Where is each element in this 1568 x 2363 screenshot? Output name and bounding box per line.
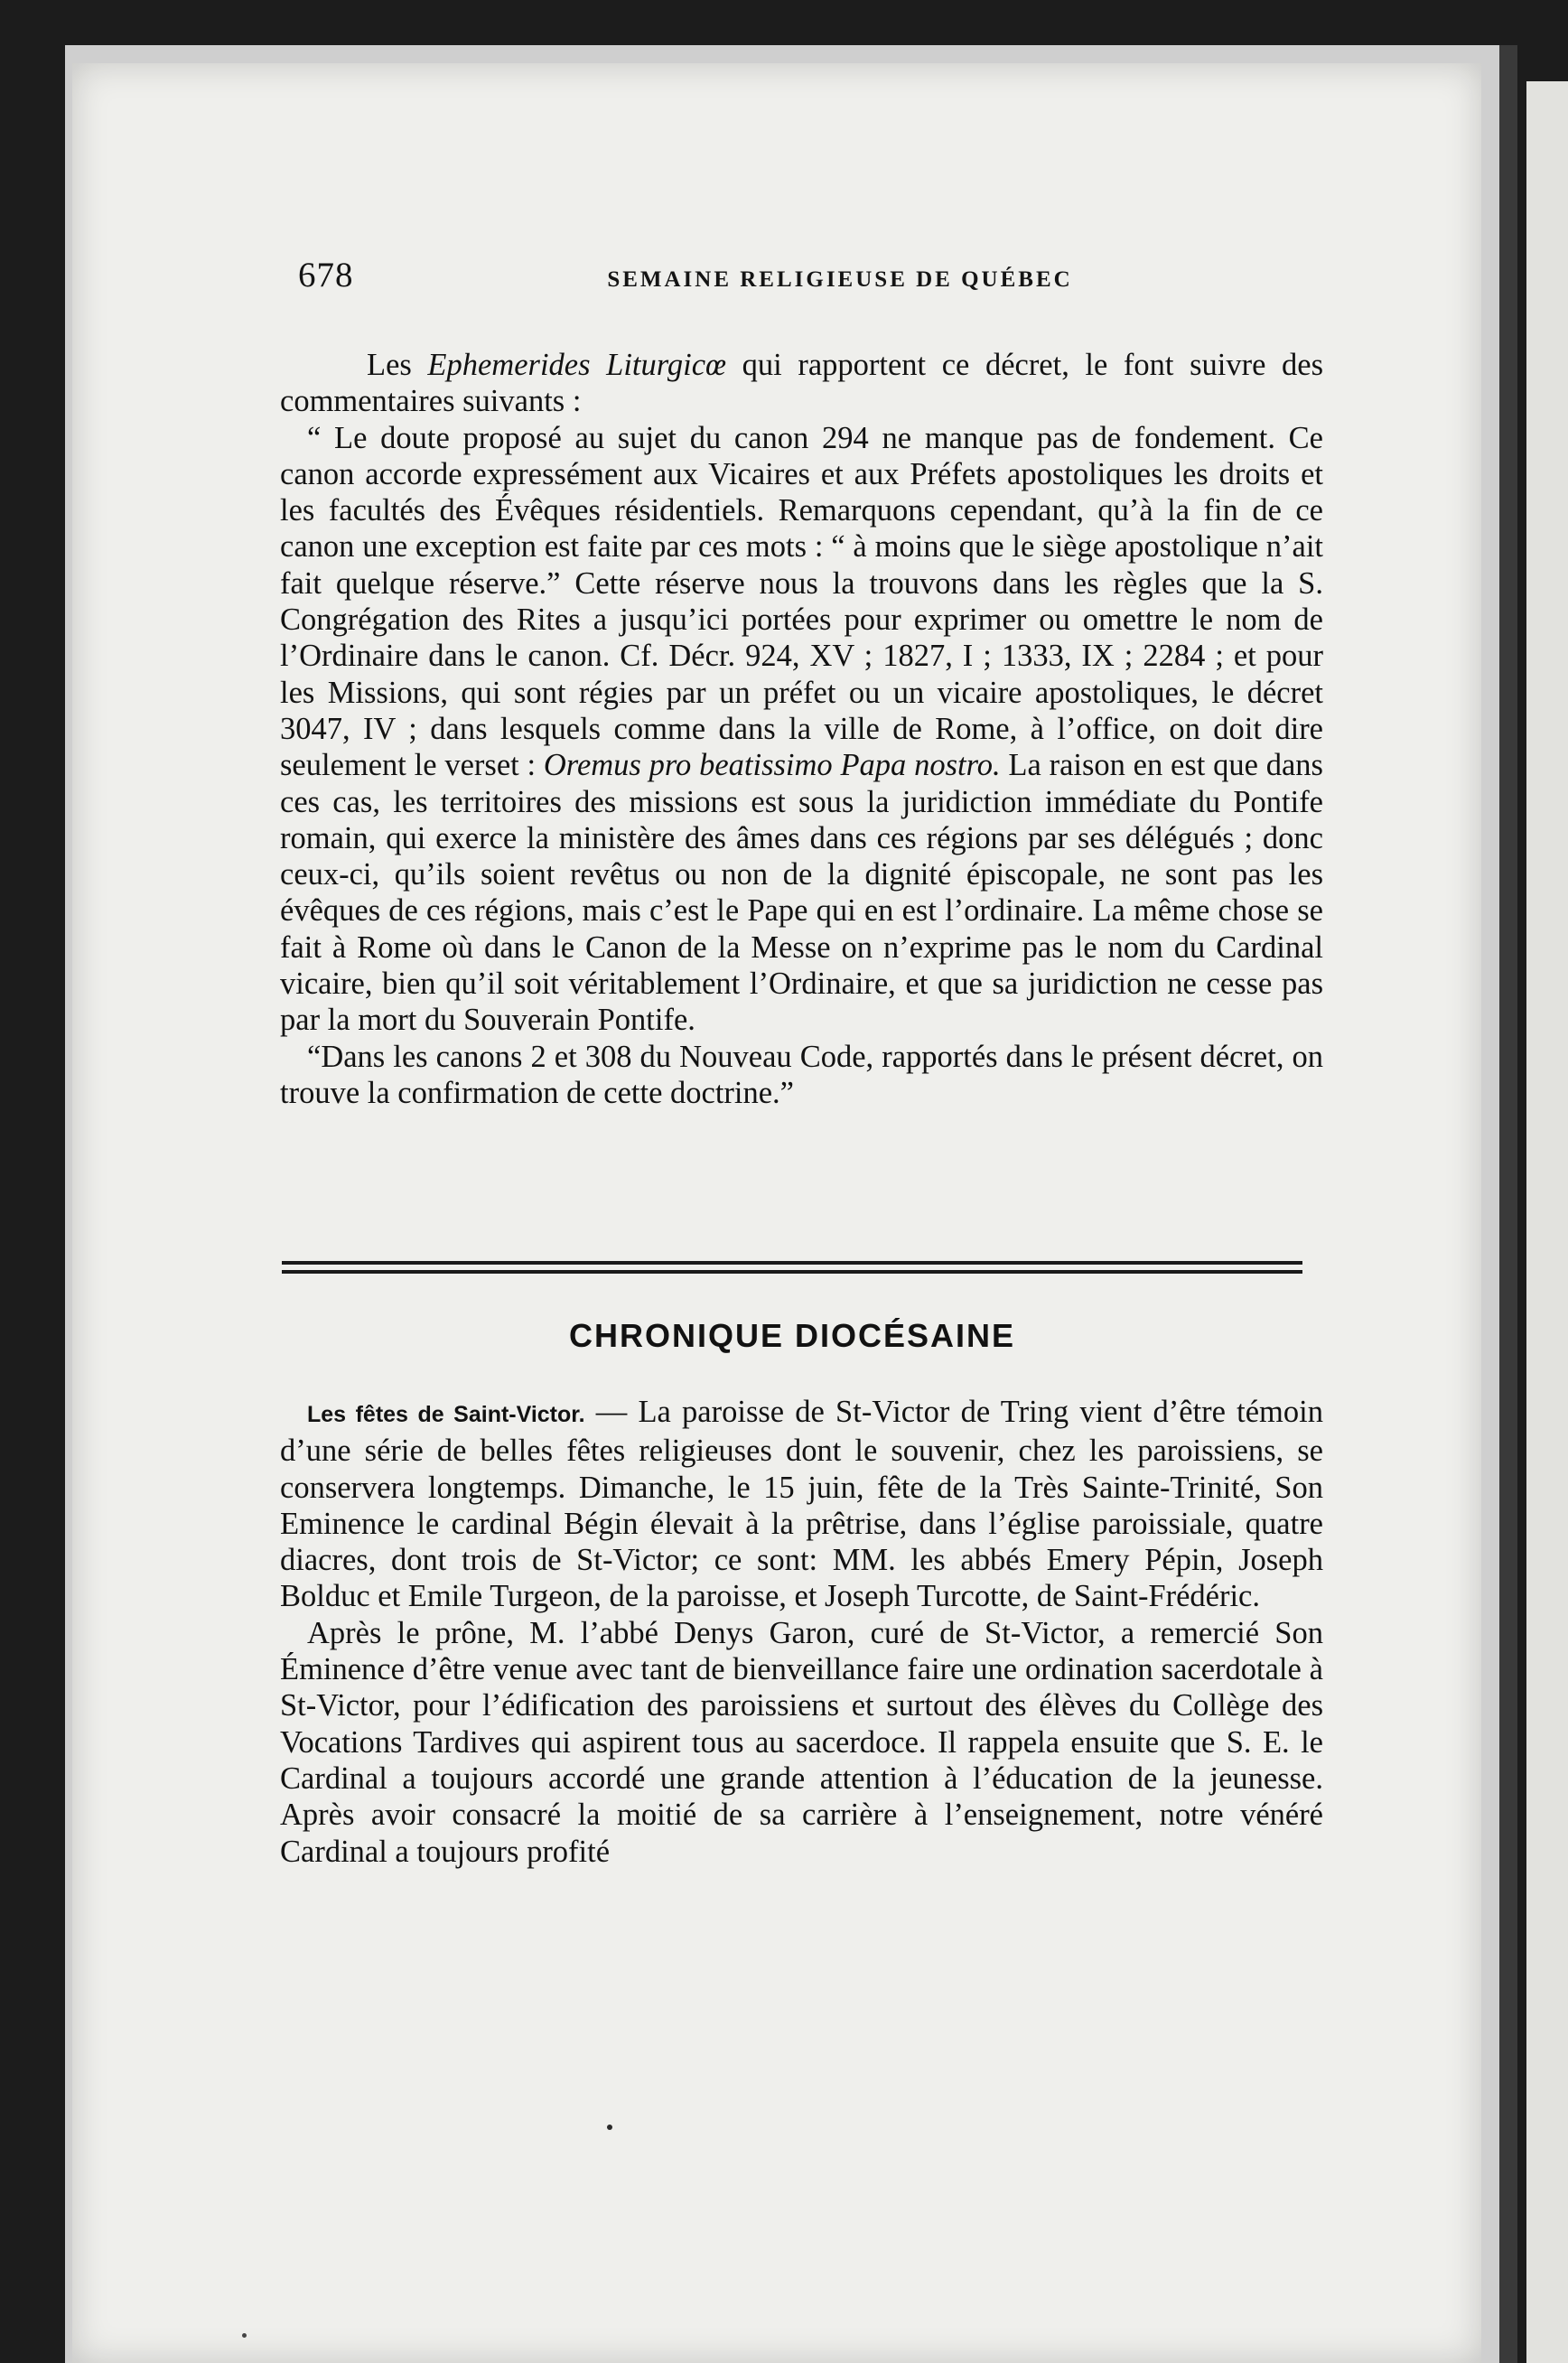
section-heading: CHRONIQUE DIOCÉSAINE — [568, 1317, 1016, 1354]
commentary-text-start: “ Le doute proposé au sujet du canon 294 ne manque pas de fondement. Ce canon accorde expressément aux Vicaires et aux Préfets apostoliques les droits et les facultés des Évêques résidentiels. Remarquons cependant, qu’à la fin de ce canon une exception est faite par ces mots : “ à moins que le siège apostolique n’ait fait quelque réserve.” Cette réserve nous la trouvons dans les règles que la S. Congrégation des Rites a jusqu’ici portées pour exprimer ou omettre le nom de l’Ordinaire dans le canon. Cf. Décr. 924, XV ; 1827, I ; 1333, IX ; 2284 ; et pour les Missions, qui sont régies par un préfet ou un vicaire apostoliques, le décret 3047, IV ; dans lesquels comme dans la ville de Rome, à l’office, on doit dire seulement le verset : — [280, 420, 1323, 783]
verset-quote: Oremus pro beatissimo Papa nostro. — [543, 748, 1001, 783]
intro-text-start: Les — [367, 348, 428, 382]
page-mark — [607, 2125, 612, 2130]
page-header — [298, 255, 1319, 309]
chronicle-subhead: Les fêtes de Saint-Victor. — [307, 1402, 585, 1427]
paragraph-conclusion: “Dans les canons 2 et 308 du Nouveau Code, rapportés dans le présent décret, on trouve la confirmation de cette doctrine.” — [280, 1039, 1323, 1110]
chronicle-body — [280, 1394, 1323, 1870]
article-body — [280, 347, 1323, 1111]
paragraph-commentary — [280, 420, 1323, 1039]
intro-text-end: qui rapportent ce décret, le font suivre des commentaires suivants : — [280, 348, 1323, 419]
journal-title: Ephemerides Liturgicœ — [427, 348, 727, 382]
commentary-text-end: La raison en est que dans ces cas, les territoires des missions est sous la juridiction immédiate du Pontife romain, qui exerce la ministère des âmes dans ces régions par ses délégués ; donc ceux-ci, qu’ils soient revêtus ou non de la dignité épiscopale, ne sont pas les évêques de ces régions, mais c’est le Pape qui en est l’ordinaire. La même chose se fait à Rome où dans le Canon de la Messe on n’exprime pas le nom du Cardinal vicaire, bien qu’il soit véritablement l’Ordinaire, et que sa juridiction ne cesse pas par la mort du Souverain Pontife. — [280, 748, 1323, 1038]
section-divider — [282, 1261, 1302, 1274]
paragraph-fetes — [280, 1394, 1323, 1615]
paragraph-prone: Après le prône, M. l’abbé Denys Garon, curé de St-Victor, a remercié Son Éminence d’être venue avec tant de bienveillance faire une ordination sacerdotale à St-Victor, pour l’édification des paroissiens et surtout des élèves du Collège des Vocations Tardives qui aspirent tous au sacerdoce. Il rappela ensuite que S. E. le Cardinal a toujours accordé une grande attention à l’éducation de la jeunesse. Après avoir consacré la moitié de sa carrière à l’enseignement, notre vénéré Cardinal a toujours profité — [280, 1615, 1323, 1869]
fetes-text: — La paroisse de St-Victor de Tring vient d’être témoin d’une série de belles fêtes religieuses dont le souvenir, chez les paroissiens, se conservera longtemps. Dimanche, le 15 juin, fête de la Très Sainte-Trinité, Son Eminence le cardinal Bégin élevait à la prêtrise, dans l’église paroissiale, quatre diacres, dont trois de St-Victor; ce sont: MM. les abbés Emery Pépin, Joseph Bolduc et Emile Turgeon, de la paroisse, et Joseph Turcotte, de Saint-Frédéric. — [280, 1395, 1323, 1614]
running-head: SEMAINE RELIGIEUSE DE QUÉBEC — [607, 267, 1073, 292]
adjacent-page — [1526, 81, 1568, 2363]
paragraph-intro — [280, 347, 1323, 420]
page-edge — [1499, 45, 1517, 2363]
page-number: 678 — [298, 256, 354, 294]
scan-speck — [242, 2333, 247, 2338]
